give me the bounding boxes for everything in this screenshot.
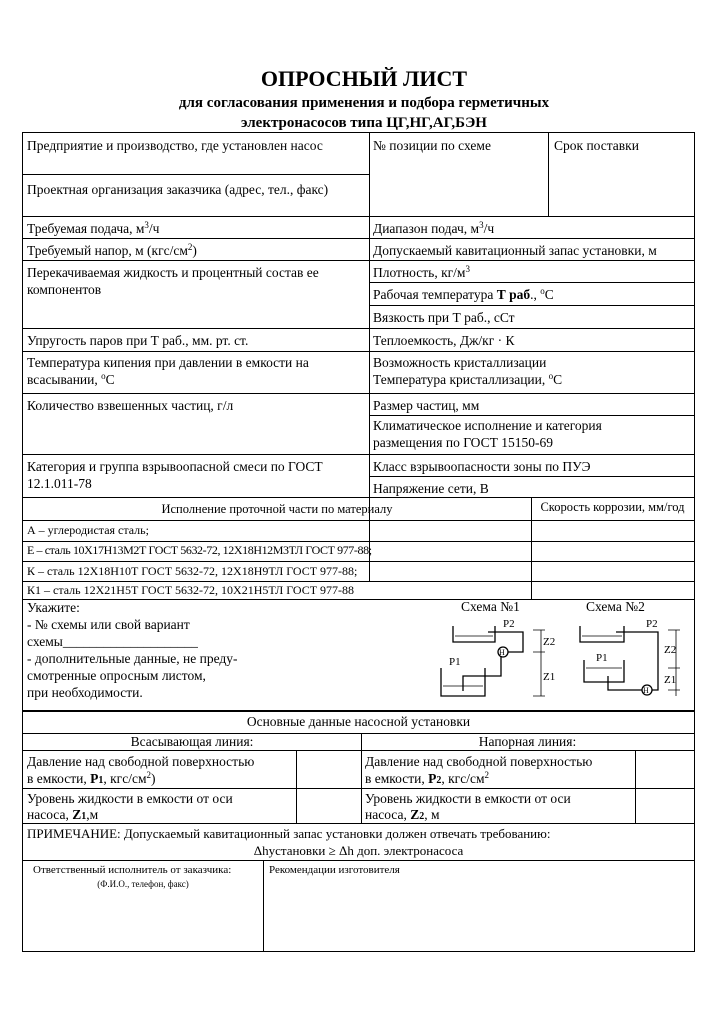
note-line1: ПРИМЕЧАНИЕ: Допускаемый кавитационный запас установки должен отвечать требованию: — [27, 826, 551, 841]
scheme-2-z1-label: Z1 — [664, 674, 677, 686]
zone-class-label: Класс взрывоопасности зоны по ПУЭ — [373, 459, 591, 474]
scheme-2-z2-label: Z2 — [664, 644, 677, 656]
specify-line-5: смотренные опросным листом, — [27, 668, 206, 683]
cryst-label-line1: Возможность кристаллизации — [373, 355, 547, 370]
page-subtitle-1: для согласования применения и подбора герметичных — [178, 95, 550, 111]
viscosity-label: Вязкость при Т раб., сСт — [373, 310, 515, 325]
material-row-k: К – сталь 12Х18Н10Т ГОСТ 5632-72, 12Х18Н9ТЛ ГОСТ 977-88; — [27, 564, 358, 578]
z1-label-line1: Уровень жидкости в емкости от оси — [27, 791, 233, 806]
position-no-label: № позиции по схеме — [373, 138, 491, 153]
scheme-1-p1-label: P1 — [449, 656, 461, 668]
liquid-label-line1: Перекачиваемая жидкость и процентный состав ее — [27, 265, 319, 280]
p1-label-line2: в емкости, P1, кгс/$см^2$) — [27, 770, 156, 786]
scheme-2-p1-label: P1 — [596, 652, 608, 664]
z2-label-line2: насоса, Z2, м — [365, 807, 440, 822]
voltage-label: Напряжение сети, В — [373, 481, 489, 496]
climate-label-line2: размещения по ГОСТ 15150-69 — [373, 435, 553, 450]
responsible-sub-label: (Ф.И.О., телефон, факс) — [97, 879, 189, 889]
flow-label: Требуемая подача, $м^3/ч$ — [27, 220, 160, 236]
scheme-1-z1-label: Z1 — [543, 671, 556, 683]
design-org-label: Проектная организация заказчика (адрес, тел., факс) — [27, 182, 329, 197]
enterprise-label: Предприятие и производство, где установлен насос — [27, 138, 323, 153]
scheme-1-p2-label: P2 — [503, 618, 515, 630]
explosive-label-line2: 12.1.011-78 — [27, 476, 92, 491]
install-header: Основные данные насосной установки — [246, 714, 471, 729]
scheme-1-title: Схема №1 — [461, 599, 520, 614]
page-title: ОПРОСНЫЙ ЛИСТ — [260, 66, 468, 91]
specify-line-2: - № схемы или свой вариант — [27, 617, 190, 632]
note-line2: Δhустановки ≥ Δh доп. электронасоса — [253, 843, 464, 858]
specify-line-6: при необходимости. — [27, 685, 143, 700]
specify-line-3: схемы____________________ — [27, 634, 198, 649]
cryst-label-line2: Температура кристаллизации, $^о$С — [373, 371, 563, 387]
responsible-label: Ответственный исполнитель от заказчика: — [33, 864, 232, 876]
particles-size-label: Размер частиц, мм — [373, 398, 480, 413]
heat-capacity-label: Теплоемкость, Дж/кг · К — [373, 333, 515, 348]
discharge-header: Напорная линия: — [478, 734, 577, 749]
material-row-e: Е – сталь 10Х17Н13М2Т ГОСТ 5632-72, 12Х18Н12М3ТЛ ГОСТ 977-88; — [27, 543, 372, 557]
particles-qty-label: Количество взвешенных частиц, г/л — [27, 398, 234, 413]
z1-label-line2: насоса, Z1,м — [27, 807, 99, 822]
flow-range-label: Диапазон подач, $м^3/ч$ — [373, 220, 495, 236]
p1-label-line1: Давление над свободной поверхностью — [27, 754, 255, 769]
scheme-1-h-label: H — [499, 648, 505, 657]
head-label: Требуемый напор, м $(кгс/см^2)$ — [27, 242, 197, 258]
form-table — [22, 132, 695, 952]
scheme-1-diagram — [433, 616, 556, 708]
suction-header: Всасывающая линия: — [130, 734, 254, 749]
boil-label-line1: Температура кипения при давлении в емкости на — [27, 355, 309, 370]
recommendations-label: Рекомендации изготовителя — [269, 864, 400, 876]
material-header: Исполнение проточной части по материалу — [161, 502, 393, 516]
specify-line-4: - дополнительные данные, не преду- — [27, 651, 238, 666]
corrosion-header: Скорость коррозии, мм/год — [540, 500, 685, 514]
p2-label-line1: Давление над свободной поверхностью — [365, 754, 593, 769]
scheme-1-z2-label: Z2 — [543, 636, 556, 648]
scheme-2-diagram — [568, 616, 688, 708]
p2-label-line2: в емкости, P2, кгс/$см^2$ — [365, 770, 489, 786]
material-row-k1: К1 – сталь 12Х21Н5Т ГОСТ 5632-72, 10Х21Н5ТЛ ГОСТ 977-88 — [27, 583, 355, 597]
density-label: Плотность, $кг/м^3$ — [373, 264, 470, 280]
liquid-label-line2: компонентов — [27, 282, 102, 297]
specify-line-1: Укажите: — [27, 600, 80, 615]
explosive-label-line1: Категория и группа взрывоопасной смеси по ГОСТ — [27, 459, 323, 474]
vapor-pressure-label: Упругость паров при Т раб., мм. рт. ст. — [27, 333, 249, 348]
boil-label-line2: всасывании, $^о$С — [27, 371, 115, 387]
scheme-2-title: Схема №2 — [586, 599, 645, 614]
page-subtitle-2: электронасосов типа ЦГ,НГ,АГ,БЭН — [241, 115, 487, 131]
scheme-2-p2-label: P2 — [646, 618, 658, 630]
npsh-label: Допускаемый кавитационный запас установки, м — [373, 243, 657, 258]
z2-label-line1: Уровень жидкости в емкости от оси — [365, 791, 571, 806]
material-row-a: А – углеродистая сталь; — [27, 523, 149, 537]
work-temp-label: Рабочая температура Т раб., $^о$С — [373, 286, 554, 302]
scheme-2-h-label: H — [643, 686, 649, 695]
delivery-term-label: Срок поставки — [554, 138, 639, 153]
climate-label-line1: Климатическое исполнение и категория — [373, 418, 602, 433]
